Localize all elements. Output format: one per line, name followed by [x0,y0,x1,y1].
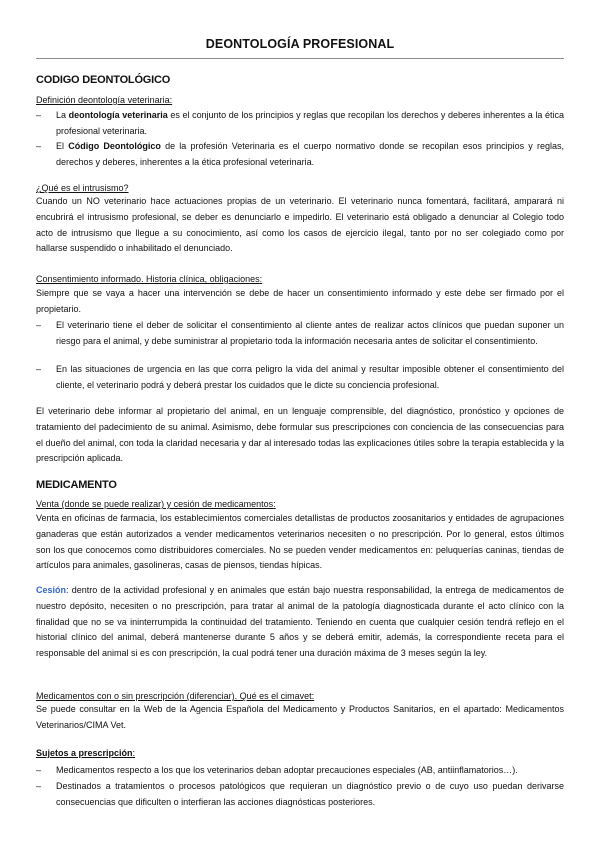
bullet-dash: – [36,320,42,330]
definicion-subheading: Definición deontología veterinaria: [36,95,173,105]
cimavet-subheading: Medicamentos con o sin prescripción (diferenciar). Qué es el cimavet: [36,691,315,701]
bullet-dash: – [36,141,42,151]
intrusismo-paragraph: Cuando un NO veterinario hace actuaciones propias de un veterinario. El veterinario nunca fomentará, facilitará, amparará ni encubrirá el intrusismo profesional, se deber es denunciarlo e impedirlo. El veterinario está obligado a denunciar al Colegio todo acto de intrusismo que llegue a su conocimiento, así como los casos de ejercicio ilegal, tanto por no ser colegiado como por hallarse suspendido o inhabilitado el denunciado. [36,196,564,254]
informar-paragraph: El veterinario debe informar al propietario del animal, en un lenguaje comprensible, del diagnóstico, pronóstico y opciones de tratamiento del padecimiento de su animal. Asimismo, debe formular sus prescripciones con conciencia de las consecuencias para el dueño del animal, con toda la claridad necesaria y dar al interesado todas las explicaciones útiles sobre la terapia establecida y la prescripción aplicada. [36,406,564,464]
bullet-diagnostico-previo: – Destinados a tratamientos o procesos patológicos que requieran un diagnóstico previo o de cuyo uso puedan derivarse consecuencias que dificulten o interfieran las acciones diagnósticas posteriores. [36,781,564,807]
venta-subheading: Venta (donde se puede realizar) y cesión de medicamentos: [36,499,276,509]
title-divider [36,58,564,59]
bullet-dash: – [36,765,42,775]
bullet-deontologia: – La deontología veterinaria es el conjunto de los principios y reglas que recopilan los derechos y deberes inherentes a la ética profesional veterinaria. [36,110,564,136]
page-title: DEONTOLOGÍA PROFESIONAL [205,37,395,51]
consentimiento-subheading: Consentimiento informado. Historia clínica, obligaciones: [36,274,263,284]
bullet-precauciones: – Medicamentos respecto a los que los veterinarios deban adoptar precauciones especiales (AB, antiinflamatorios…). [36,763,564,779]
section-heading-medicamento: MEDICAMENTO [36,479,117,491]
section-heading-codigo: CODIGO DEONTOLÓGICO [36,74,171,86]
intrusismo-question: ¿Qué es el intrusismo? [36,183,129,193]
bullet-dash: – [36,364,42,374]
cesion-label: Cesión [36,585,67,595]
bullet-deber-consentimiento: – El veterinario tiene el deber de solicitar el consentimiento al cliente antes de realizar actos clínicos que puedan suponer un riesgo para el animal, y debe suministrar al propietario toda la información necesaria antes de solicitar el consentimiento. [36,320,564,346]
cesion-paragraph: Cesión: dentro de la actividad profesional y en animales que están bajo nuestra responsabilidad, la entrega de medicamentos de nuestro depósito, necesiten o no prescripción, para tratar al animal de la patología diagnosticada durante el acto clínico con la finalidad que no se va ininterrumpida la continuidad del tratamiento. Teniendo en cuenta que cualquier cesión tendrá reflejo en el historial clínico del animal, deberá mantenerse durante 5 años y se deberá emitir, además, la correspondiente receta para el responsable del animal si es con prescripción, la cual podrá tener una duración máxima de 3 meses según la ley. [36,585,564,659]
consentimiento-paragraph: Siempre que se vaya a hacer una intervención se debe de hacer un consentimiento informado y este debe ser firmado por el propietario. [36,288,564,314]
venta-paragraph: Venta en oficinas de farmacia, los establecimientos comerciales detallistas de productos zoosanitarios y entidades de agrupaciones ganaderas que están autorizados a vender medicamentos veterinarios necesiten o no prescripción. Por lo general, estos últimos son los que conocemos como distribuidores comerciales. No se pueden vender medicamentos en: peluquerías caninas, tiendas de artículos para animales, gasolineras, casas de piensos, tiendas hípicas. [36,513,564,571]
bullet-dash: – [36,781,42,791]
cimavet-paragraph: Se puede consultar en la Web de la Agencia Española del Medicamento y Productos Sanitarios, en el apartado: Medicamentos Veterinarios/CIMA Vet. [36,704,564,730]
bullet-codigo: – El Código Deontológico de la profesión Veterinaria es el cuerpo normativo donde se recopilan esos principios y reglas, derechos y deberes, inherentes a la ética profesional veterinaria. [36,141,565,167]
bullet-urgencia: – En las situaciones de urgencia en las que corra peligro la vida del animal y resultar imposible obtener el consentimiento del cliente, el veterinario podrá y deberá prestar los cuidados que le dicte su conciencia profesional. [36,364,564,390]
bullet-dash: – [36,110,42,120]
sujetos-subheading: Sujetos a prescripción: [36,748,136,758]
